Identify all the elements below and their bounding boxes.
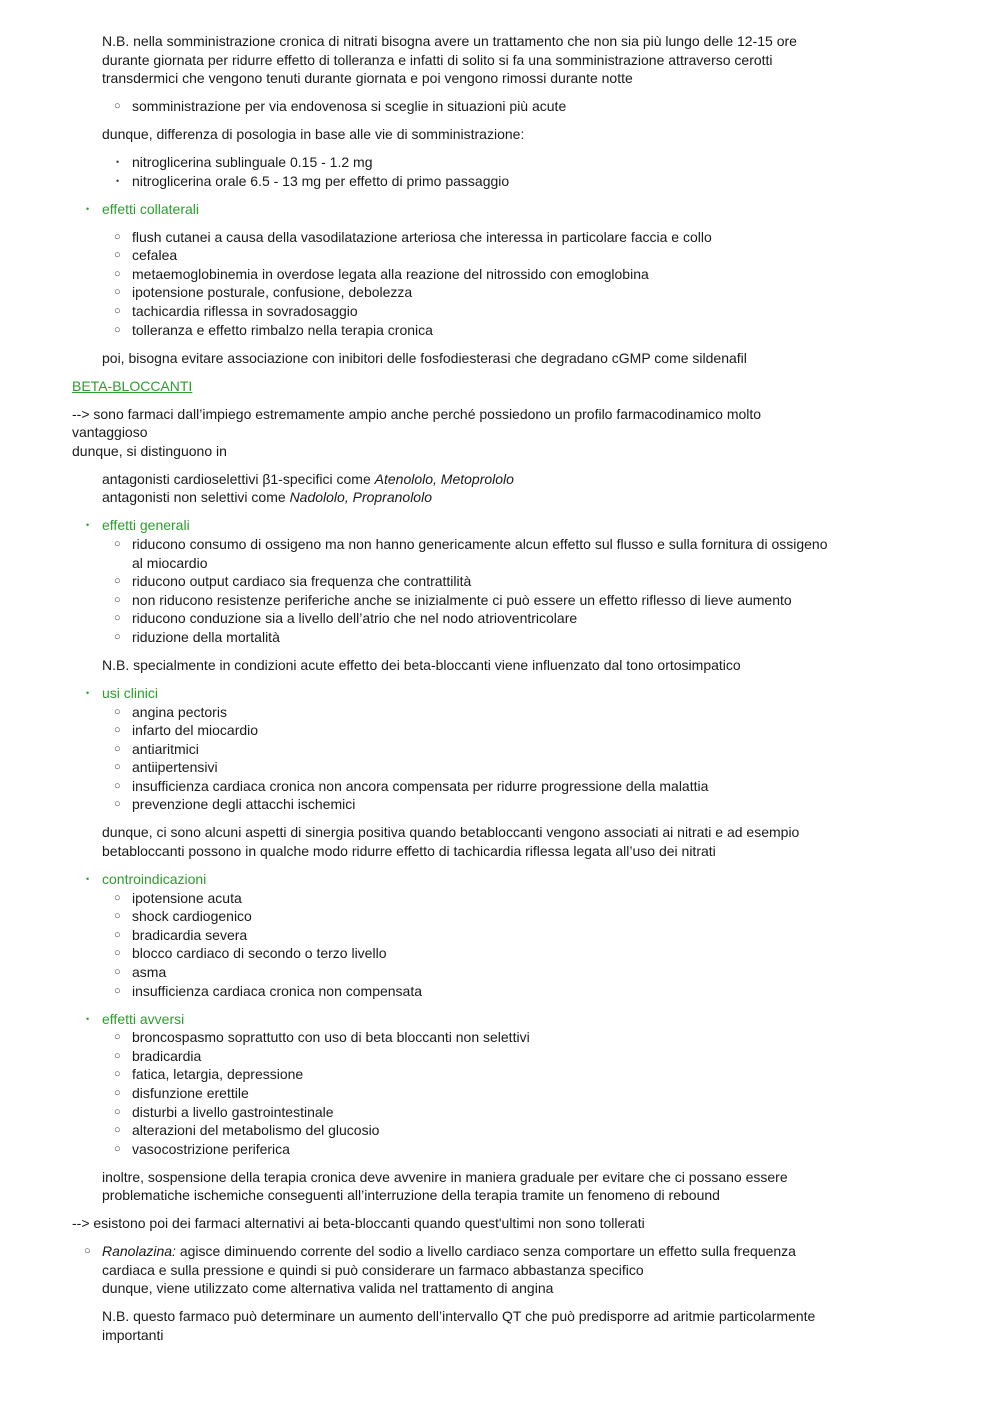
circle-bullet-icon: ○ (114, 593, 121, 606)
list-item: ○ non riducono resistenze periferiche anche se inizialmente ci può essere un effetto riflesso di lieve aumento (114, 591, 792, 608)
section-title: • effetti avversi (86, 1010, 185, 1027)
list-item: ○ flush cutanei a causa della vasodilatazione arteriosa che interessa in particolare faccia e collo (114, 228, 712, 245)
avversi-note-line-1: inoltre, sospensione della terapia cronica deve avvenire in maniera graduale per evitare che ci possano essere (102, 1168, 788, 1185)
circle-bullet-icon: ○ (114, 966, 121, 978)
generali-list (72, 535, 872, 647)
circle-bullet-icon: ○ (114, 537, 121, 550)
list-item: ○ metaemoglobinemia in overdose legata alla reazione del nitrossido con emoglobina (114, 265, 649, 282)
list-item: ○ broncospasmo soprattutto con uso di beta bloccanti non selettivi (114, 1029, 530, 1046)
circle-bullet-icon: ○ (114, 612, 121, 625)
circle-bullet-icon: ○ (114, 305, 121, 318)
generali-section (72, 516, 872, 535)
circle-bullet-icon: ○ (114, 575, 121, 588)
list-item: ○ antiaritmici (114, 740, 199, 757)
usi-note-line-1: dunque, ci sono alcuni aspetti di sinergia positiva quando betabloccanti vengono associati ai nitrati e ad esempio (102, 824, 800, 841)
ranolazina-list (72, 1242, 872, 1298)
cardioselettivi-line: antagonisti cardioselettivi β1-specifici come Atenololo, Metoprololo (102, 470, 514, 487)
circle-bullet-icon: ○ (114, 286, 121, 299)
ranolazina-nb-line-1: N.B. questo farmaco può determinare un aumento dell’intervallo QT che può predisporre ad aritmie particolarmente (102, 1308, 816, 1325)
circle-bullet-icon: ○ (114, 984, 121, 997)
circle-bullet-icon: ○ (114, 249, 121, 262)
circle-bullet-icon: ○ (114, 798, 121, 811)
circle-bullet-icon: ○ (114, 323, 121, 336)
nitrati-nb-line-2: durante giornata per ridurre effetto di tolleranza e infatti di solito si fa una somministrazione attraverso cerotti (102, 51, 773, 68)
list-item: ○ insufficienza cardiaca cronica non ancora compensata per ridurre progressione della malattia (114, 777, 709, 794)
section-title: • usi clinici (86, 684, 159, 701)
list-item: ○ insufficienza cardiaca cronica non compensata (114, 982, 423, 999)
circle-bullet-icon: ○ (114, 1086, 121, 1099)
circle-bullet-icon: ○ (114, 230, 121, 243)
circle-bullet-icon: ○ (114, 947, 121, 960)
nitrati-nb-line-1: N.B. nella somministrazione cronica di nitrati bisogna avere un trattamento che non sia più lungo delle 12-15 ore (102, 33, 797, 49)
avversi-note-line-2: problematiche ischemiche conseguenti all’interruzione della terapia tramite un fenomeno di rebound (102, 1187, 720, 1204)
document-page (72, 32, 872, 1345)
list-item: ○ riduzione della mortalità (114, 628, 280, 645)
circle-bullet-icon: ○ (114, 630, 121, 643)
list-item: ○ riducono consumo di ossigeno ma non hanno genericamente alcun effetto sul flusso e sulla fornitura di ossigeno al miocardio (114, 535, 828, 571)
controindicazioni-list (72, 889, 872, 1001)
dot-bullet-icon: • (86, 1013, 90, 1024)
beta-heading[interactable]: BETA-BLOCCANTI (72, 377, 193, 394)
list-item: ○ ipotensione posturale, confusione, debolezza (114, 284, 413, 301)
list-item: • nitroglicerina orale 6.5 - 13 mg per effetto di primo passaggio (116, 172, 510, 189)
circle-bullet-icon: ○ (114, 1105, 121, 1118)
dot-bullet-icon: • (86, 520, 90, 531)
circle-bullet-icon: ○ (114, 1068, 121, 1081)
list-item: ○ ipotensione acuta (114, 889, 242, 906)
collaterali-list (72, 228, 872, 340)
list-item: ○ bradicardia severa (114, 926, 248, 943)
list-item: ○ Ranolazina: agisce diminuendo corrente del sodio a livello cardiaco senza comportare un effetto sulla frequenza cardiaca e sulla pressione e quindi si può considerare un farmaco abbastanza specifico dunque, viene utilizzato come alternativa valida nel trattamento di angina (84, 1243, 796, 1297)
usi-section (72, 684, 872, 703)
list-item: ○ tolleranza e effetto rimbalzo nella terapia cronica (114, 321, 433, 338)
dot-bullet-icon: • (86, 203, 90, 214)
circle-bullet-icon: ○ (114, 705, 121, 718)
usi-note-line-2: betabloccanti possono in qualche modo ridurre effetto di tachicardia riflessa legata all’uso dei nitrati (102, 843, 716, 860)
controindicazioni-section (72, 870, 872, 889)
generali-note: N.B. specialmente in condizioni acute effetto dei beta-bloccanti viene influenzato dal tono ortosimpatico (102, 656, 741, 673)
circle-bullet-icon: ○ (114, 928, 121, 941)
posologia-list (72, 153, 872, 190)
endovenosa-list (72, 97, 872, 116)
collaterali-section (72, 200, 872, 219)
dot-bullet-icon: • (116, 157, 120, 168)
section-title: • effetti generali (86, 517, 190, 534)
circle-bullet-icon: ○ (114, 724, 121, 737)
list-item: ○ asma (114, 964, 167, 980)
avversi-section (72, 1010, 872, 1029)
posologia-intro: dunque, differenza di posologia in base alle vie di somministrazione: (102, 126, 525, 143)
list-item: ○ shock cardiogenico (114, 908, 252, 925)
section-title: • effetti collaterali (86, 200, 200, 217)
list-item: ○ vasocostrizione periferica (114, 1140, 290, 1157)
circle-bullet-icon: ○ (114, 100, 121, 113)
dot-bullet-icon: • (86, 687, 90, 698)
circle-bullet-icon: ○ (114, 742, 121, 755)
circle-bullet-icon: ○ (114, 761, 121, 774)
avversi-list (72, 1028, 872, 1158)
list-item: ○ angina pectoris (114, 703, 227, 720)
circle-bullet-icon: ○ (114, 891, 121, 904)
non-selettivi-line: antagonisti non selettivi come Nadololo, Propranololo (102, 489, 432, 506)
list-item: ○ disturbi a livello gastrointestinale (114, 1103, 334, 1120)
list-item: ○ alterazioni del metabolismo del glucosio (114, 1122, 380, 1139)
circle-bullet-icon: ○ (114, 910, 121, 923)
list-item: ○ disfunzione erettile (114, 1084, 249, 1101)
beta-intro-line-1: --> sono farmaci dall’impiego estremamente ampio anche perché possiedono un profilo farmacodinamico molto (72, 405, 762, 422)
list-item: ○ prevenzione degli attacchi ischemici (114, 796, 356, 813)
list-item: ○ blocco cardiaco di secondo o terzo livello (114, 945, 387, 962)
beta-intro-line-2: vantaggioso (72, 424, 148, 441)
circle-bullet-icon: ○ (114, 779, 121, 792)
usi-list (72, 703, 872, 815)
list-item: ○ somministrazione per via endovenosa si sceglie in situazioni più acute (114, 98, 567, 115)
list-item: ○ tachicardia riflessa in sovradosaggio (114, 303, 358, 320)
section-title: • controindicazioni (86, 871, 207, 888)
alternativi-line: --> esistono poi dei farmaci alternativi ai beta-bloccanti quando quest'ultimi non sono tollerati (72, 1215, 645, 1232)
list-item: ○ riducono conduzione sia a livello dell’atrio che nel nodo atrioventricolare (114, 610, 578, 627)
circle-bullet-icon: ○ (114, 1124, 121, 1137)
list-item: ○ riducono output cardiaco sia frequenza che contrattilità (114, 573, 472, 590)
list-item: ○ antiipertensivi (114, 759, 218, 776)
circle-bullet-icon: ○ (114, 1031, 121, 1044)
collaterali-note: poi, bisogna evitare associazione con inibitori delle fosfodiesterasi che degradano cGMP come sildenafil (102, 349, 747, 366)
circle-bullet-icon: ○ (114, 267, 121, 280)
list-item: • nitroglicerina sublinguale 0.15 - 1.2 mg (116, 154, 373, 171)
circle-bullet-icon: ○ (84, 1245, 91, 1258)
list-item: ○ infarto del miocardio (114, 722, 259, 739)
list-item: ○ cefalea (114, 247, 178, 264)
list-item: ○ fatica, letargia, depressione (114, 1066, 304, 1083)
circle-bullet-icon: ○ (114, 1142, 121, 1155)
list-item: ○ bradicardia (114, 1047, 202, 1064)
dot-bullet-icon: • (116, 175, 120, 186)
ranolazina-nb-line-2: importanti (102, 1327, 164, 1344)
circle-bullet-icon: ○ (114, 1049, 121, 1062)
dot-bullet-icon: • (86, 874, 90, 885)
nitrati-nb-line-3: transdermici che vengono tenuti durante giornata e poi vengono rimossi durante notte (102, 70, 633, 87)
beta-intro-line-3: dunque, si distinguono in (72, 442, 227, 459)
